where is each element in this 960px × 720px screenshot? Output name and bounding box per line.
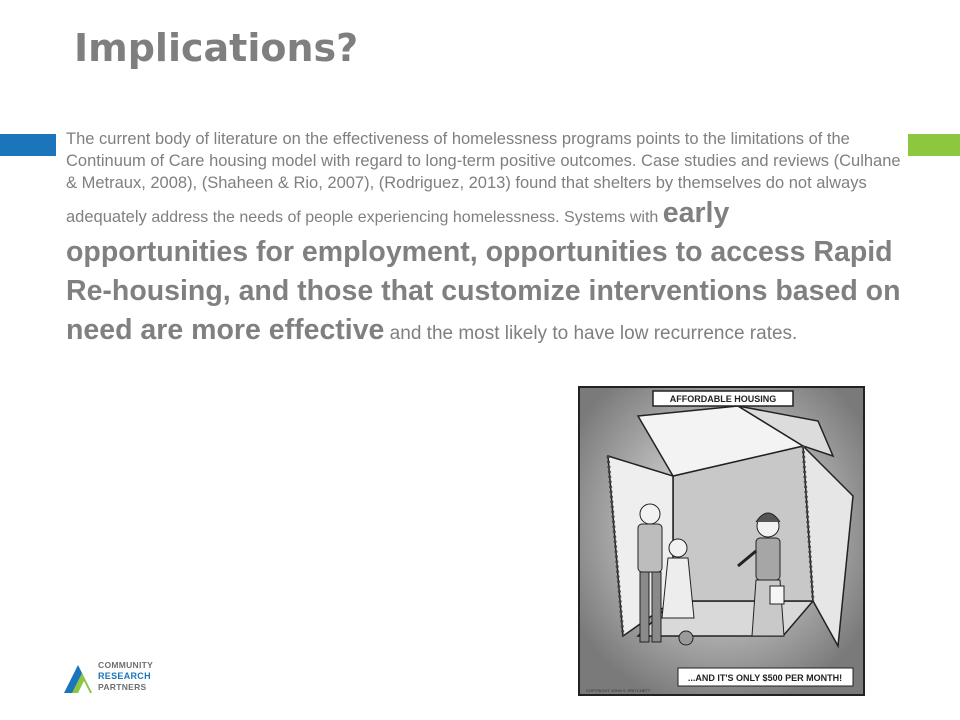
affordable-housing-cartoon <box>578 386 865 696</box>
accent-bar-right <box>908 134 960 156</box>
cartoon-credit: COPYRIGHT JOHN S. PRITCHETT <box>586 688 651 693</box>
body-text-needs: address the needs of people experiencing homelessness. Systems with <box>151 209 663 226</box>
body-paragraph <box>66 128 912 350</box>
body-text-conclusion: and the most likely to have low recurrence rates. <box>384 323 798 344</box>
body-text-emphasis: early opportunities for employment, opportunities to access Rapid Re-housing, and those that customize interventions based on need are more effective <box>66 197 901 346</box>
cartoon-caption: ...AND IT'S ONLY $500 PER MONTH! <box>687 673 843 683</box>
accent-bar-left <box>0 134 56 156</box>
cartoon-sign-text: AFFORDABLE HOUSING <box>669 394 777 404</box>
logo-line-research: RESEARCH <box>98 671 151 681</box>
logo-line-partners: PARTNERS <box>98 682 147 692</box>
logo-wordmark <box>98 660 153 693</box>
slide-title: Implications? <box>74 26 359 70</box>
logo-line-community: COMMUNITY <box>98 660 154 670</box>
body-text-intro: The current body of literature on the effectiveness of homelessness programs points to the limitations of the Continuum of Care housing model with regard to long-term positive outcomes. Case studies and reviews (Culhane & Metraux, 2008), (Shaheen & Rio, 2007), (Rodriguez, 2013) found that shelters by themselves do not always adequately <box>66 130 901 226</box>
